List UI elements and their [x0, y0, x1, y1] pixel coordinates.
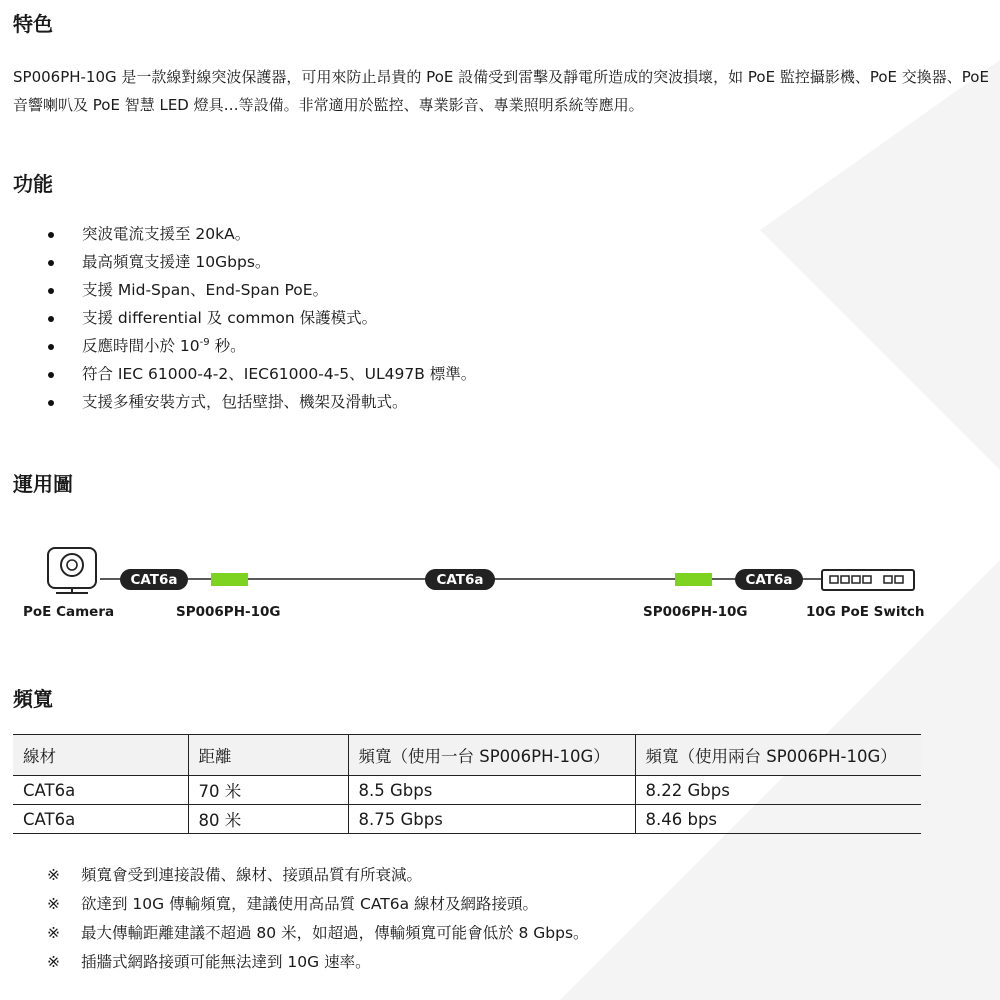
note-text: 最大傳輸距離建議不超過 80 米，如超過，傳輸頻寬可能會低於 8 Gbps。	[81, 924, 589, 942]
table-cell: 8.46 bps	[635, 805, 921, 834]
svg-text:CAT6a: CAT6a	[436, 572, 484, 588]
note-mark: ※	[47, 924, 60, 942]
note-text: 頻寬會受到連接設備、線材、接頭品質有所衰減。	[81, 866, 423, 884]
table-header: 頻寬（使用一台 SP006PH-10G）	[348, 735, 635, 776]
cable-label-right	[735, 569, 803, 590]
protector-right-label: SP006PH-10G	[643, 604, 748, 620]
cable-label-left	[120, 569, 188, 590]
list-item-response-time	[0, 332, 476, 360]
protector-left-label: SP006PH-10G	[176, 604, 281, 620]
protector-left-icon	[211, 573, 248, 586]
svg-text:CAT6a: CAT6a	[130, 572, 178, 588]
note-text: 欲達到 10G 傳輸頻寬，建議使用高品質 CAT6a 線材及網路接頭。	[81, 895, 538, 913]
note-mark: ※	[47, 866, 60, 884]
switch-label: 10G PoE Switch	[806, 604, 925, 620]
response-suffix: 秒。	[209, 337, 246, 355]
response-exponent: -9	[199, 336, 210, 348]
list-item: 支援多種安裝方式，包括壁掛、機架及滑軌式。	[0, 388, 476, 416]
note-mark: ※	[47, 895, 60, 913]
table-header: 線材	[13, 735, 188, 776]
table-cell: CAT6a	[13, 776, 188, 805]
features-paragraph: SP006PH-10G 是一款線對線突波保護器，可用來防止昂貴的 PoE 設備受到雷擊及靜電所造成的突波損壞，如 PoE 監控攝影機、PoE 交換器、PoE 音響喇叭及 PoE 智慧 LED 燈具…等設備。非常適用於監控、專業影音、專業照明系統等應用。	[13, 68, 989, 114]
bandwidth-title: 頻寬	[13, 687, 53, 711]
function-title: 功能	[13, 172, 53, 196]
note-item	[0, 919, 589, 948]
table-cell: 8.5 Gbps	[348, 776, 635, 805]
feature-list	[0, 220, 476, 416]
camera-icon	[48, 548, 96, 593]
table-row	[13, 805, 921, 834]
list-item: 最高頻寬支援達 10Gbps。	[0, 248, 476, 276]
table-row	[13, 776, 921, 805]
list-item: 突波電流支援至 20kA。	[0, 220, 476, 248]
svg-text:CAT6a: CAT6a	[745, 572, 793, 588]
cable-label-mid	[425, 569, 495, 590]
table-header: 距離	[188, 735, 348, 776]
table-cell: 70 米	[188, 776, 348, 805]
list-item: 支援 differential 及 common 保護模式。	[0, 304, 476, 332]
list-item: 符合 IEC 61000-4-2、IEC61000-4-5、UL497B 標準。	[0, 360, 476, 388]
bandwidth-table	[13, 734, 921, 834]
camera-label: PoE Camera	[23, 604, 115, 620]
switch-icon	[822, 570, 914, 590]
features-title: 特色	[13, 12, 53, 36]
table-cell: CAT6a	[13, 805, 188, 834]
application-diagram	[0, 538, 1000, 638]
note-item	[0, 861, 589, 890]
table-cell: 8.22 Gbps	[635, 776, 921, 805]
table-cell: 80 米	[188, 805, 348, 834]
response-prefix: 反應時間小於 10	[82, 337, 200, 355]
note-mark: ※	[47, 953, 60, 971]
table-header-row	[13, 735, 921, 776]
list-item: 支援 Mid-Span、End-Span PoE。	[0, 276, 476, 304]
note-text: 插牆式網路接頭可能無法達到 10G 速率。	[81, 953, 371, 971]
note-item	[0, 890, 589, 919]
note-item	[0, 948, 589, 977]
table-header: 頻寬（使用兩台 SP006PH-10G）	[635, 735, 921, 776]
notes-list	[0, 861, 589, 977]
table-cell: 8.75 Gbps	[348, 805, 635, 834]
protector-right-icon	[675, 573, 712, 586]
diagram-title: 運用圖	[13, 472, 73, 496]
